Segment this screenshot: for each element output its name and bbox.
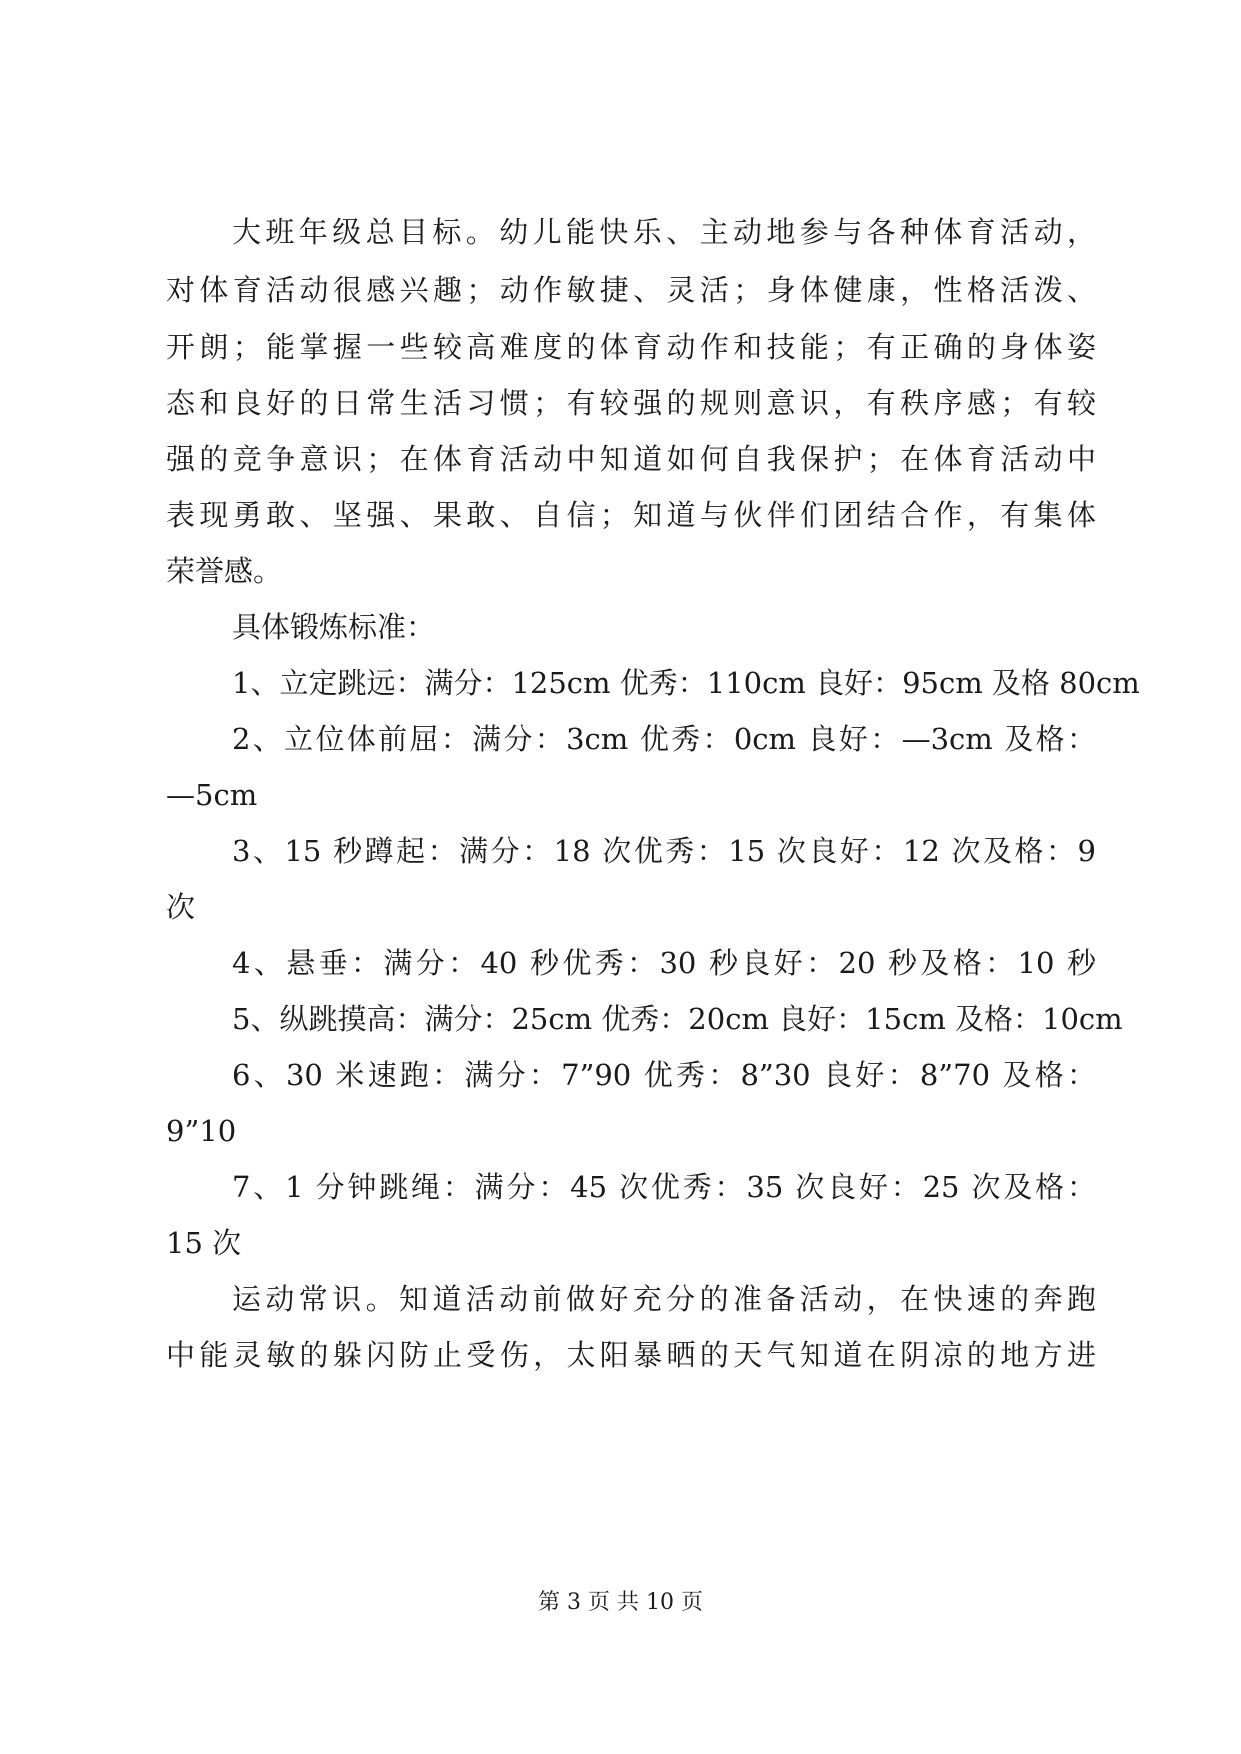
body-line: 运动常识。知道活动前做好充分的准备活动，在快速的奔跑 [232, 1282, 1096, 1316]
standard-item: 7、1 分钟跳绳：满分：45 次优秀：35 次良好：25 次及格： [232, 1170, 1096, 1204]
standard-item: 6、30 米速跑：满分：7”90 优秀：8”30 良好：8”70 及格： [232, 1058, 1096, 1092]
standard-item-cont: 15 次 [166, 1226, 242, 1260]
standard-item-cont: —5cm [166, 778, 258, 812]
standard-item-cont: 次 [166, 890, 196, 924]
body-line: 表现勇敢、坚强、果敢、自信；知道与伙伴们团结合作，有集体 [166, 498, 1096, 532]
page-footer: 第 3 页 共 10 页 [538, 1590, 703, 1615]
standard-item: 1、立定跳远：满分：125cm 优秀：110cm 良好：95cm 及格 80cm [232, 666, 1140, 700]
body-line: 荣誉感。 [166, 554, 283, 588]
standard-item-cont: 9”10 [166, 1114, 237, 1148]
standard-item: 4、悬垂：满分：40 秒优秀：30 秒良好：20 秒及格：10 秒 [232, 946, 1096, 980]
standard-item: 2、立位体前屈：满分：3cm 优秀：0cm 良好：—3cm 及格： [232, 722, 1096, 756]
body-line: 强的竞争意识；在体育活动中知道如何自我保护；在体育活动中 [166, 442, 1096, 476]
body-line: 对体育活动很感兴趣；动作敏捷、灵活；身体健康，性格活泼、 [166, 273, 1096, 307]
body-line: 具体锻炼标准： [232, 610, 436, 644]
standard-item: 3、15 秒蹲起：满分：18 次优秀：15 次良好：12 次及格：9 [232, 834, 1096, 868]
body-line: 开朗；能掌握一些较高难度的体育动作和技能；有正确的身体姿 [166, 330, 1096, 364]
body-line: 大班年级总目标。幼儿能快乐、主动地参与各种体育活动， [232, 215, 1096, 249]
body-line: 态和良好的日常生活习惯；有较强的规则意识，有秩序感；有较 [166, 386, 1096, 420]
body-line: 中能灵敏的躲闪防止受伤，太阳暴晒的天气知道在阴凉的地方进 [166, 1338, 1096, 1372]
standard-item: 5、纵跳摸高：满分：25cm 优秀：20cm 良好：15cm 及格：10cm [232, 1002, 1123, 1036]
